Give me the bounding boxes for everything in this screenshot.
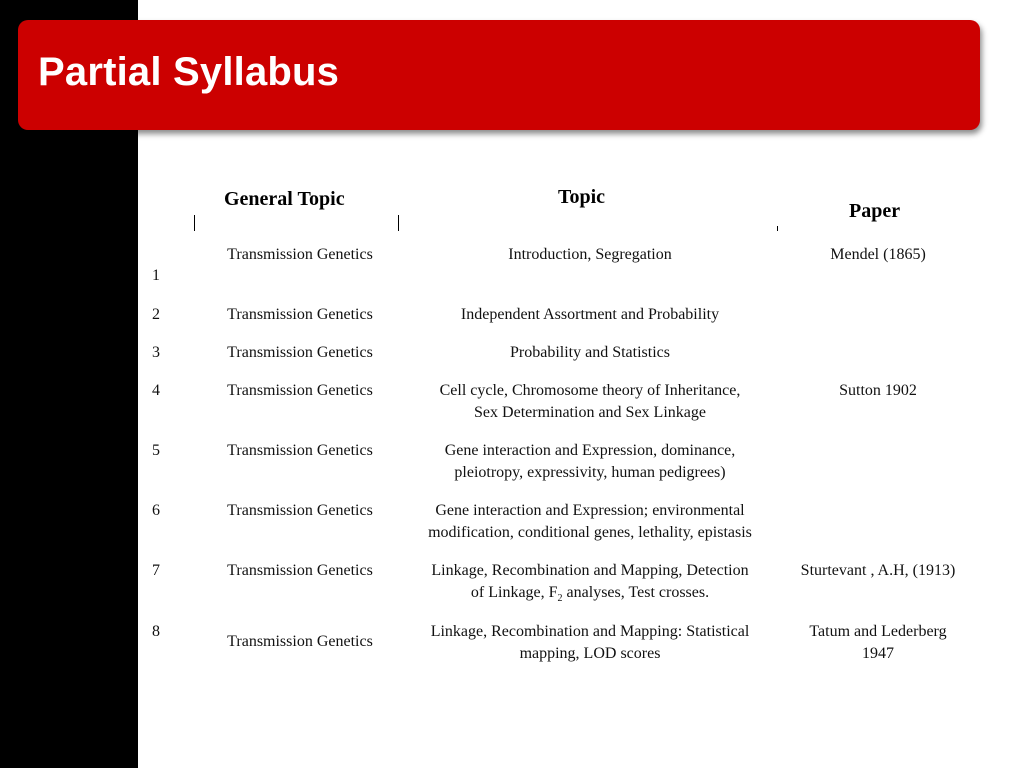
row-paper-line: Tatum and Lederberg [809,623,947,640]
row-topic-line: pleiotropy, expressivity, human pedigrees) [454,464,726,481]
row-number: 1 [152,267,160,284]
row-topic [394,560,786,610]
title-banner [18,20,980,130]
row-topic-line: Cell cycle, Chromosome theory of Inheritance, [439,382,741,399]
row-topic-line [394,582,786,610]
row-topic [394,621,786,665]
row-paper: Mendel (1865) [830,246,926,263]
row-number: 8 [152,623,160,640]
header-divider [777,226,778,231]
syllabus-table [138,140,1024,768]
row-topic-line: Linkage, Recombination and Mapping: Statistical [430,623,750,640]
row-paper-line: 1947 [862,645,894,662]
row-paper [780,621,976,665]
row-number: 6 [152,502,160,519]
row-general-topic: Transmission Genetics [227,502,373,519]
row-general-topic: Transmission Genetics [227,306,373,323]
row-topic-subscript: 2 [557,593,563,605]
row-general-topic: Transmission Genetics [227,382,373,399]
row-number: 7 [152,562,160,579]
row-topic-line: Sex Determination and Sex Linkage [474,404,706,421]
row-topic-text: of Linkage, F [470,584,558,601]
row-topic-line: Linkage, Recombination and Mapping, Detection [431,562,749,579]
row-topic-line: Gene interaction and Expression, dominance, [444,442,736,459]
row-paper: Sutton 1902 [839,382,917,399]
row-general-topic: Transmission Genetics [227,344,373,361]
row-general-topic: Transmission Genetics [227,246,373,263]
row-number: 3 [152,344,160,361]
row-topic-line: modification, conditional genes, lethality, epistasis [428,524,752,541]
row-general-topic: Transmission Genetics [227,562,373,579]
row-number: 2 [152,306,160,323]
row-topic [394,500,786,544]
row-number: 4 [152,382,160,399]
row-topic: Independent Assortment and Probability [460,306,720,323]
row-topic: Probability and Statistics [510,344,670,361]
row-topic-line: mapping, LOD scores [519,645,661,662]
row-number: 5 [152,442,160,459]
row-topic-line: Gene interaction and Expression; environmental [435,502,745,519]
row-topic: Introduction, Segregation [508,246,672,263]
header-divider [398,215,399,231]
row-paper: Sturtevant , A.H, (1913) [800,562,956,579]
row-topic-text: analyses, Test crosses. [562,584,710,601]
row-general-topic: Transmission Genetics [227,442,373,459]
row-general-topic: Transmission Genetics [227,633,373,650]
row-topic [394,380,786,424]
header-topic: Topic [558,186,606,208]
row-topic [394,440,786,484]
header-divider [194,215,195,231]
header-paper: Paper [849,200,901,222]
slide-title: Partial Syllabus [38,50,340,94]
header-general-topic: General Topic [224,188,345,210]
